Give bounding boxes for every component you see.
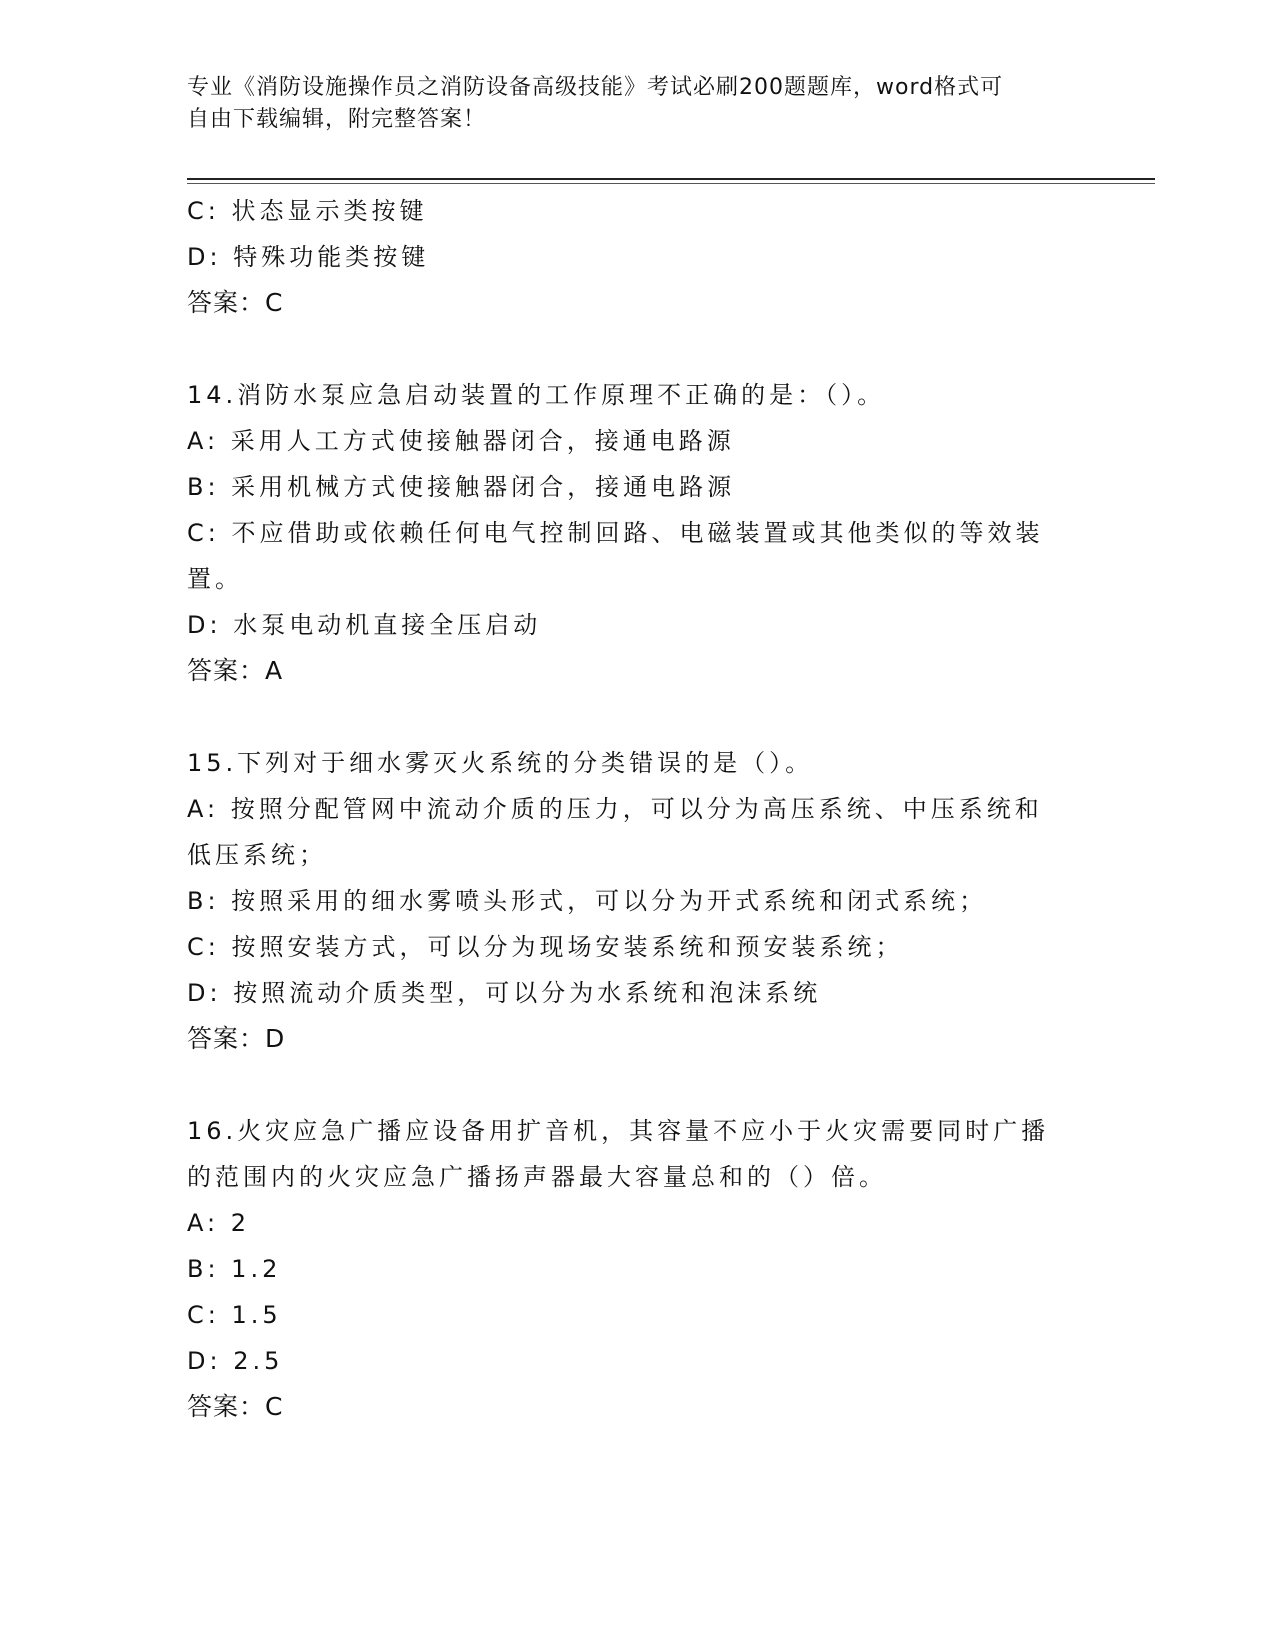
question-text: 14.消防水泵应急启动装置的工作原理不正确的是：（）。 <box>187 381 886 409</box>
option-b: B: 1.2 <box>187 1255 282 1283</box>
option-c: C: 1.5 <box>187 1301 282 1329</box>
option-d: D: 水泵电动机直接全压启动 <box>187 611 542 639</box>
document-body <box>187 188 1087 1430</box>
option-a: A: 按照分配管网中流动介质的压力，可以分为高压系统、中压系统和 <box>187 795 1043 823</box>
question-16 <box>187 1108 1087 1430</box>
header-divider-thick <box>187 178 1155 180</box>
question-text: 15.下列对于细水雾灭火系统的分类错误的是（）。 <box>187 749 814 777</box>
option-a-continued: 低压系统； <box>187 841 327 869</box>
question-14 <box>187 372 1087 694</box>
spacer <box>187 326 1087 372</box>
option-c-continued: 置。 <box>187 565 243 593</box>
option-d: D: 特殊功能类按键 <box>187 243 430 271</box>
header-divider-thin <box>187 183 1155 184</box>
spacer <box>187 1062 1087 1108</box>
answer-line: 答案：A <box>187 656 284 685</box>
answer-line: 答案：C <box>187 288 284 317</box>
question-text: 16.火灾应急广播应设备用扩音机，其容量不应小于火灾需要同时广播 <box>187 1117 1050 1145</box>
answer-line: 答案：C <box>187 1392 284 1421</box>
option-a: A: 采用人工方式使接触器闭合，接通电路源 <box>187 427 735 455</box>
option-b: B: 采用机械方式使接触器闭合，接通电路源 <box>187 473 736 501</box>
option-b: B: 按照采用的细水雾喷头形式，可以分为开式系统和闭式系统； <box>187 887 988 915</box>
header-line-1: 专业《消防设施操作员之消防设备高级技能》考试必刷200题题库，word格式可 <box>187 75 1004 100</box>
page-header <box>187 72 1087 136</box>
option-c: C: 状态显示类按键 <box>187 197 428 225</box>
option-d: D: 按照流动介质类型，可以分为水系统和泡沫系统 <box>187 979 822 1007</box>
option-a: A: 2 <box>187 1209 250 1237</box>
spacer <box>187 694 1087 740</box>
question-text-continued: 的范围内的火灾应急广播扬声器最大容量总和的（）倍。 <box>187 1163 887 1191</box>
header-line-2: 自由下载编辑，附完整答案！ <box>187 107 487 132</box>
answer-line: 答案：D <box>187 1024 286 1053</box>
question-13-fragment <box>187 188 1087 326</box>
option-d: D: 2.5 <box>187 1347 284 1375</box>
question-15 <box>187 740 1087 1062</box>
option-c: C: 不应借助或依赖任何电气控制回路、电磁装置或其他类似的等效装 <box>187 519 1044 547</box>
option-c: C: 按照安装方式，可以分为现场安装系统和预安装系统； <box>187 933 904 961</box>
